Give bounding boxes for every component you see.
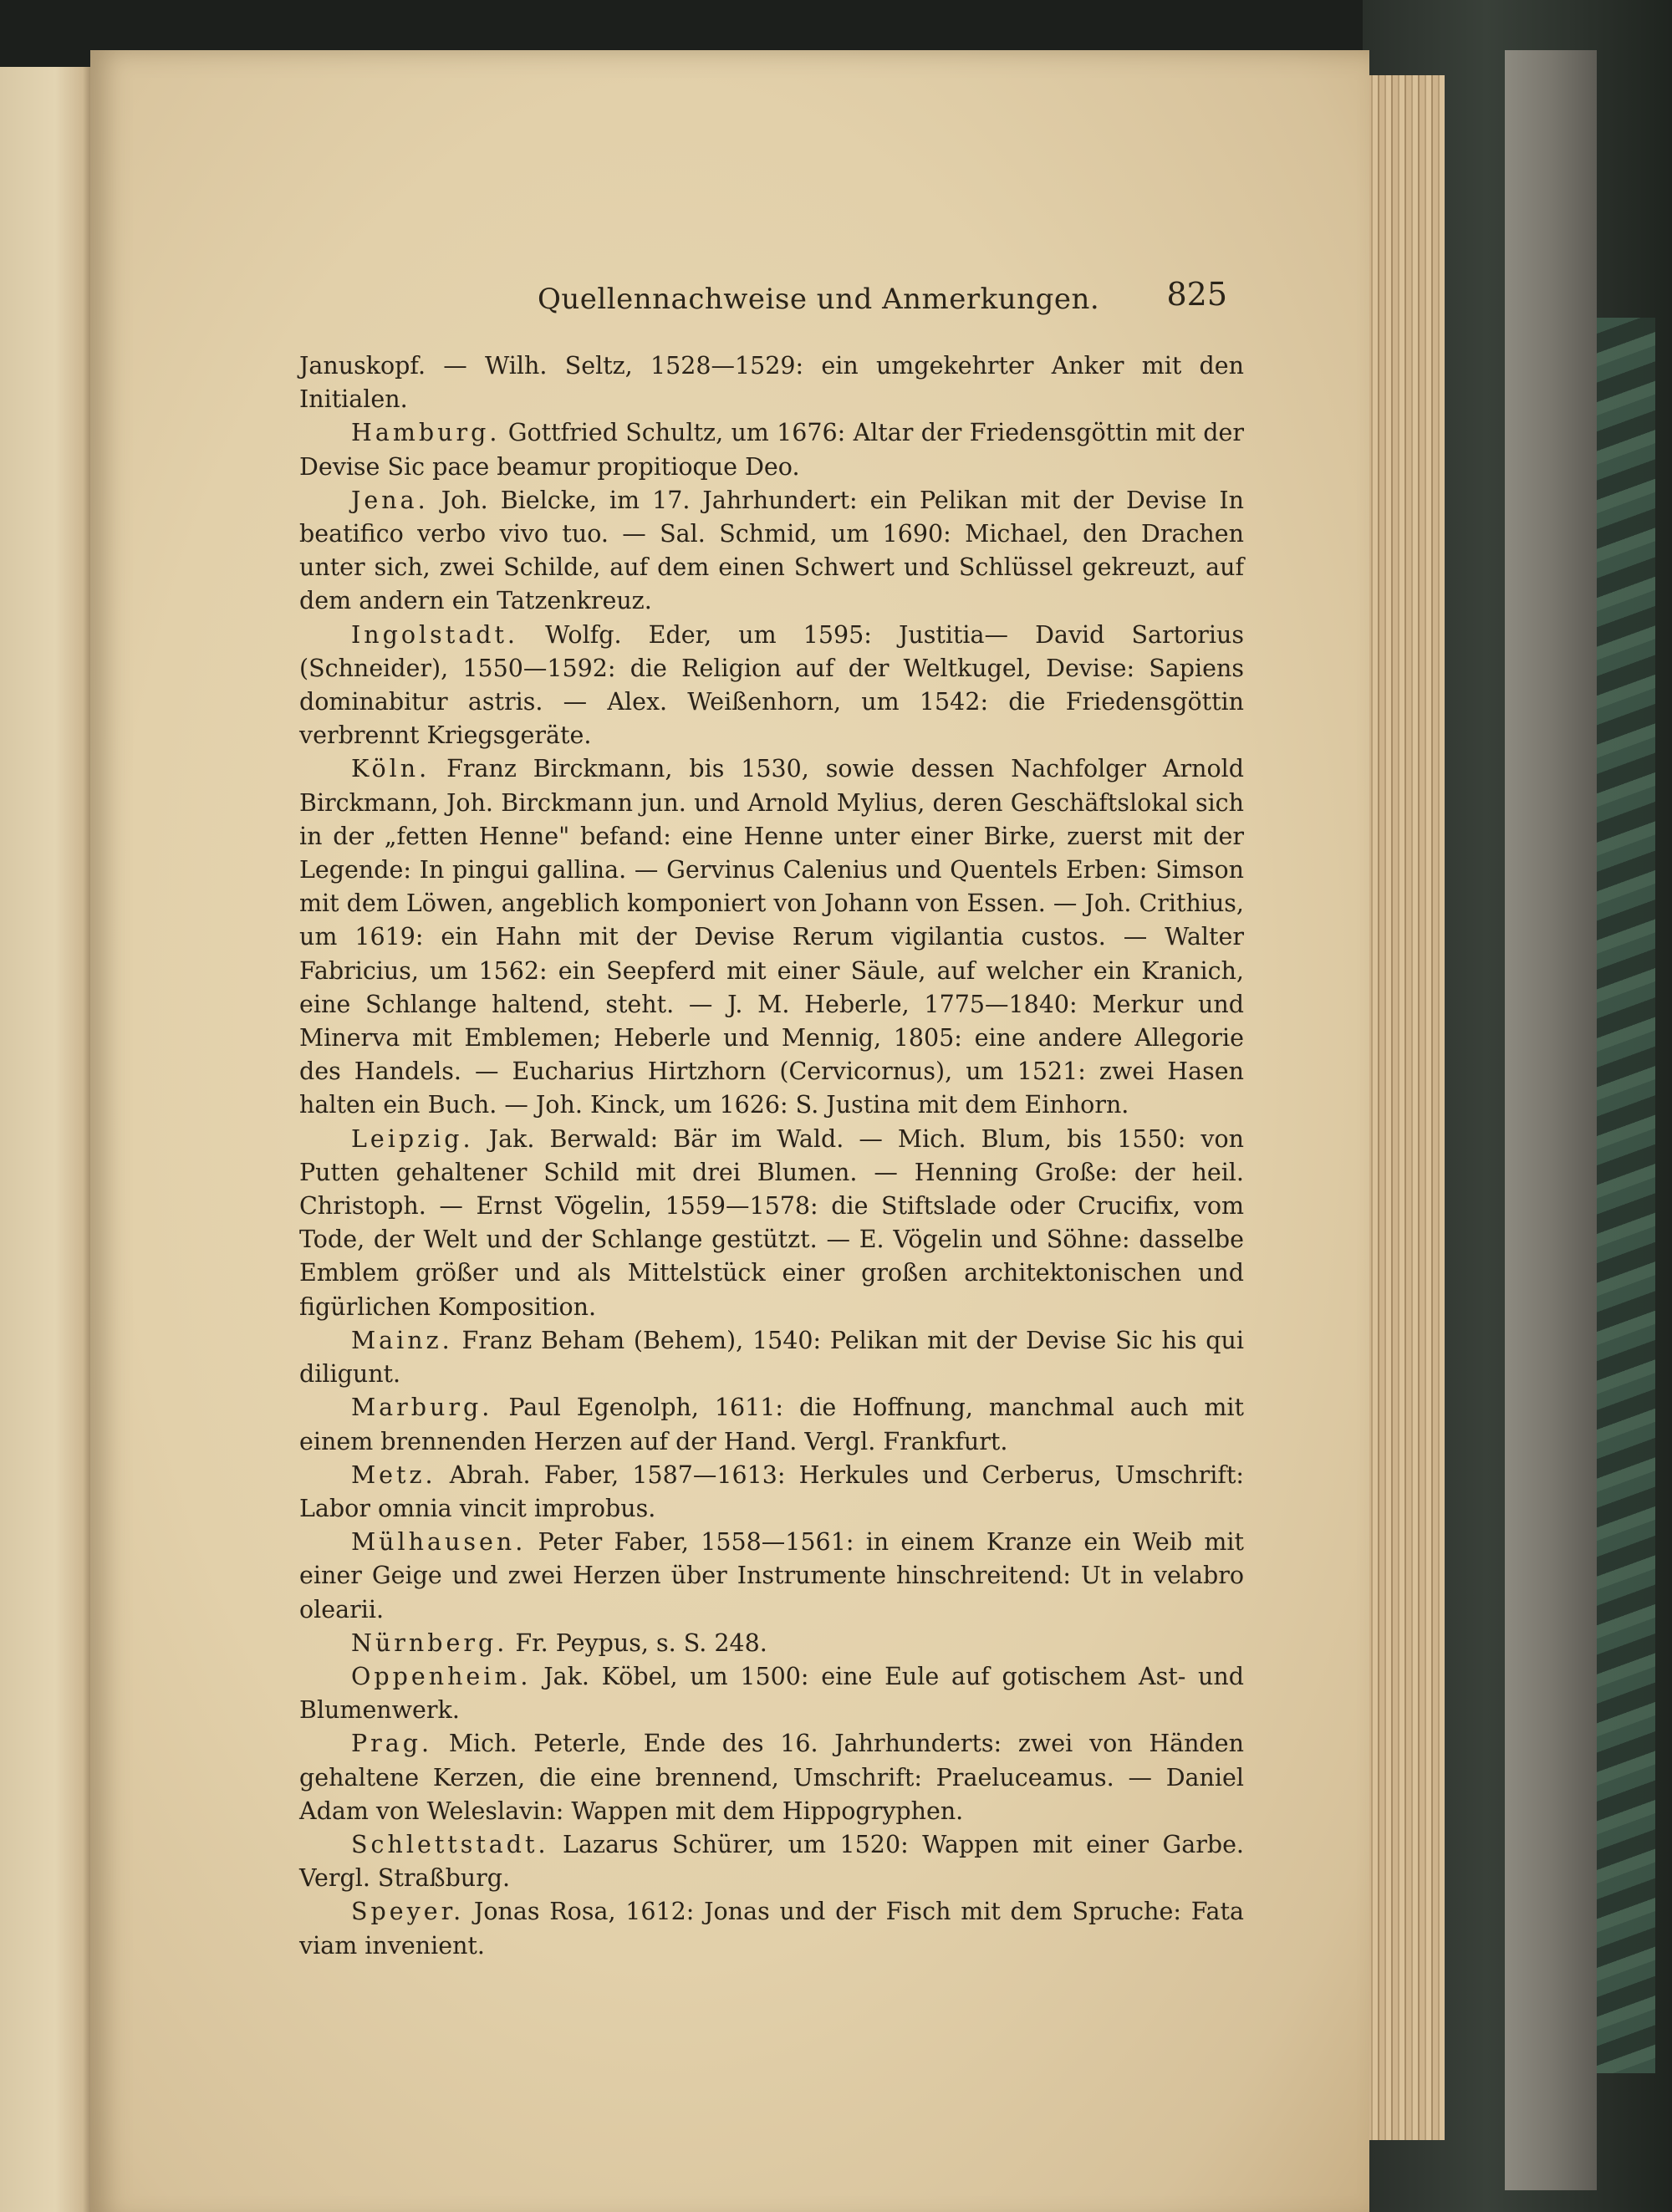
running-head: Quellennachweise und Anmerkungen.	[538, 283, 1100, 316]
entry-place: Hamburg.	[351, 419, 501, 447]
entry-paragraph	[299, 484, 1244, 619]
entry-text: Jonas Rosa, 1612: Jonas und der Fisch mit dem Spruche: Fata viam invenient.	[299, 1898, 1244, 1960]
entry-place: Ingolstadt.	[351, 620, 518, 649]
entry-text: Jak. Köbel, um 1500: eine Eule auf gotischem Ast- und Blumenwerk.	[299, 1662, 1244, 1725]
entry-place: Nürnberg.	[351, 1628, 508, 1657]
entry-place: Marburg.	[351, 1394, 493, 1422]
entry-paragraph	[299, 619, 1244, 753]
entry-paragraph	[299, 416, 1244, 483]
entry-text: Peter Faber, 1558—1561: in einem Kranze ein Weib mit einer Geige und zwei Herzen über Instrumente hinschreitend: Ut in velabro olearii.	[299, 1528, 1244, 1623]
text-block	[299, 349, 1244, 1963]
entry-paragraph	[299, 1324, 1244, 1391]
entry-paragraph	[299, 1627, 1244, 1660]
entry-paragraph	[299, 1727, 1244, 1828]
entry-text: Fr. Peypus, s. S. 248.	[507, 1628, 767, 1657]
entry-paragraph	[299, 1828, 1244, 1895]
entry-text: Paul Egenolph, 1611: die Hoffnung, manchmal auch mit einem brennenden Herzen auf der Hand. Vergl. Frankfurt.	[299, 1394, 1244, 1455]
entry-place: Mülhausen.	[351, 1528, 527, 1557]
book-page	[90, 50, 1369, 2212]
entry-paragraph	[299, 1895, 1244, 1962]
entry-text: Joh. Bielcke, im 17. Jahrhundert: ein Pelikan mit der Devise In beatifico verbo vivo tuo. — Sal. Schmid, um 1690: Michael, den Drachen unter sich, zwei Schilde, auf dem einen Schwert und Schlüssel gekreuzt, auf dem andern ein Tatzenkreuz.	[299, 486, 1244, 615]
marbled-cover	[1597, 318, 1655, 2073]
entry-text: Jak. Berwald: Bär im Wald. — Mich. Blum, bis 1550: von Putten gehaltener Schild mit drei Blumen. — Henning Große: der heil. Christoph. — Ernst Vögelin, 1559—1578: die Stiftslade oder Crucifix, vom Tode, der Welt und der Schlange gestützt. — E. Vögelin und Söhne: dasselbe Emblem größer und als Mittelstück einer großen architektonischen und figürlichen Komposition.	[299, 1124, 1244, 1321]
left-page-edge	[0, 67, 92, 2212]
page-header	[441, 276, 1244, 326]
entry-paragraph	[299, 349, 1244, 416]
entry-place: Metz.	[351, 1460, 436, 1489]
entry-text: Franz Beham (Behem), 1540: Pelikan mit der Devise Sic his qui diligunt.	[299, 1326, 1244, 1389]
entry-place: Schlettstadt.	[351, 1830, 549, 1858]
entry-paragraph	[299, 1526, 1244, 1627]
entry-place: Prag.	[351, 1730, 433, 1758]
entry-place: Leipzig.	[351, 1124, 474, 1153]
entry-text: Abrah. Faber, 1587—1613: Herkules und Cerberus, Umschrift: Labor omnia vincit improbus.	[299, 1460, 1244, 1522]
entry-text: Januskopf. — Wilh. Seltz, 1528—1529: ein umgekehrter Anker mit den Initialen.	[299, 352, 1244, 414]
entry-text: Lazarus Schürer, um 1520: Wappen mit einer Garbe. Vergl. Straßburg.	[299, 1830, 1244, 1893]
entry-place: Mainz.	[351, 1326, 453, 1354]
entry-place: Speyer.	[351, 1898, 465, 1926]
entry-text: Gottfried Schultz, um 1676: Altar der Friedensgöttin mit der Devise Sic pace beamur propitioque Deo.	[299, 419, 1244, 481]
entry-text: Franz Birckmann, bis 1530, sowie dessen Nachfolger Arnold Birckmann, Joh. Birckmann jun. und Arnold Mylius, deren Geschäftslokal sich in der „fetten Henne" befand: eine Henne unter einer Birke, zuerst mit der Legende: In pingui gallina. — Gervinus Calenius und Quentels Erben: Simson mit dem Löwen, angeblich komponiert von Johann von Essen. — Joh. Crithius, um 1619: ein Hahn mit der Devise Rerum vigilantia custos. — Walter Fabricius, um 1562: ein Seepferd mit einer Säule, auf welcher ein Kranich, eine Schlange haltend, steht. — J. M. Heberle, 1775—1840: Merkur und Minerva mit Emblemen; Heberle und Mennig, 1805: eine andere Allegorie des Handels. — Eucharius Hirtzhorn (Cervicornus), um 1521: zwei Hasen halten ein Buch. — Joh. Kinck, um 1626: S. Justina mit dem Einhorn.	[299, 755, 1244, 1119]
page-number: 825	[1166, 276, 1227, 313]
entry-text: Wolfg. Eder, um 1595: Justitia— David Sartorius (Schneider), 1550—1592: die Religion auf der Weltkugel, Devise: Sapiens dominabitur astris. — Alex. Weißenhorn, um 1542: die Friedensgöttin verbrennt Kriegsgeräte.	[299, 620, 1244, 750]
entry-place: Jena.	[351, 486, 429, 514]
entry-place: Oppenheim.	[351, 1662, 532, 1690]
entry-paragraph	[299, 1391, 1244, 1458]
cover-board-edge	[1505, 50, 1597, 2190]
entry-paragraph	[299, 1123, 1244, 1324]
entry-paragraph	[299, 1660, 1244, 1727]
entry-paragraph	[299, 752, 1244, 1122]
entry-place: Köln.	[351, 755, 431, 783]
entry-paragraph	[299, 1459, 1244, 1526]
entry-text: Mich. Peterle, Ende des 16. Jahrhunderts: zwei von Händen gehaltene Kerzen, die eine brennend, Umschrift: Praeluceamus. — Daniel Adam von Weleslavin: Wappen mit dem Hippogryphen.	[299, 1730, 1244, 1825]
